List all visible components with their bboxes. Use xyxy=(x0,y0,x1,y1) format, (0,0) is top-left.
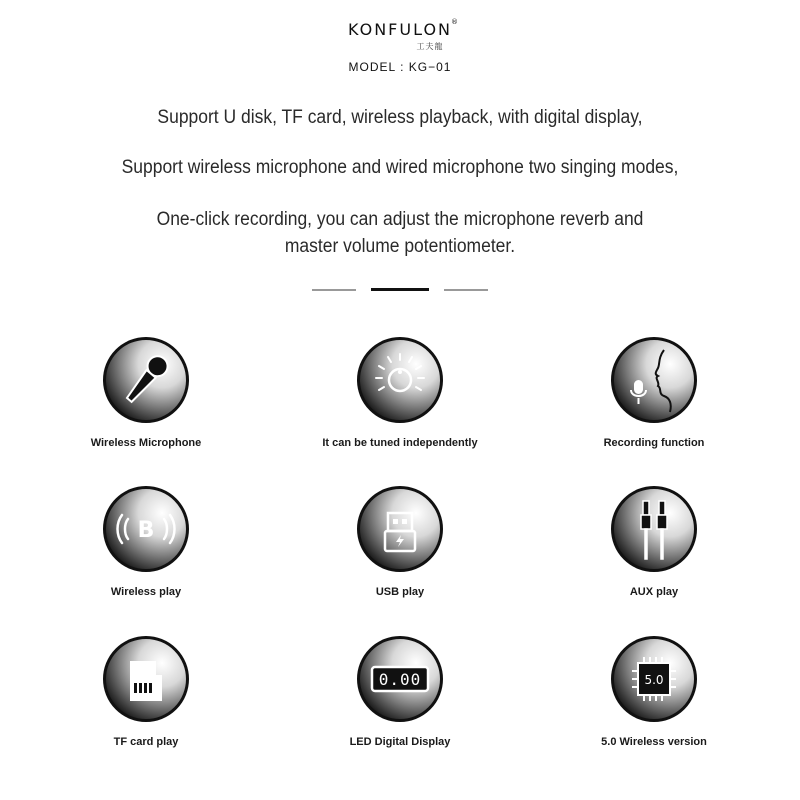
feature-tf-card-play xyxy=(46,636,246,748)
registered-mark: ® xyxy=(451,18,460,26)
feature-recording-function xyxy=(554,337,754,449)
feature-label: AUX play xyxy=(629,586,679,598)
feature-wireless-microphone xyxy=(46,337,246,449)
chip-icon xyxy=(614,639,694,719)
feature-label: 5.0 Wireless version xyxy=(601,736,707,748)
feature-usb-play xyxy=(300,486,500,598)
feature-label: Wireless play xyxy=(110,586,182,598)
feature-icon-circle xyxy=(611,636,697,722)
feature-icon-circle xyxy=(357,337,443,423)
feature-icon-circle xyxy=(103,337,189,423)
svg-text:5.0: 5.0 xyxy=(644,673,664,687)
feature-icon-circle xyxy=(357,486,443,572)
feature-label: Recording function xyxy=(603,437,705,449)
svg-text:0.00: 0.00 xyxy=(378,670,422,689)
usb-icon xyxy=(360,489,440,569)
feature-label: TF card play xyxy=(113,736,179,748)
aux-cable-icon xyxy=(614,489,694,569)
tf-card-icon xyxy=(106,639,186,719)
description-line-3: One-click recording, you can adjust the microphone reverb and master volume potentiometer. xyxy=(156,209,644,257)
brand-chinese-name: 工夫龍 xyxy=(416,42,444,51)
feature-label: LED Digital Display xyxy=(349,736,451,748)
feature-icon-circle xyxy=(103,486,189,572)
model-number: MODEL : KG−01 xyxy=(348,60,452,74)
feature-icon-circle xyxy=(357,636,443,722)
divider-right xyxy=(444,289,488,291)
brand-logo xyxy=(0,20,800,52)
feature-tuned-independently xyxy=(300,337,500,449)
feature-label: USB play xyxy=(375,586,425,598)
led-display-icon xyxy=(360,639,440,719)
description-line-1: Support U disk, TF card, wireless playback, with digital display, xyxy=(157,107,643,128)
feature-icon-circle xyxy=(103,636,189,722)
feature-icon-circle xyxy=(611,337,697,423)
feature-label: It can be tuned independently xyxy=(322,437,478,449)
divider-left xyxy=(312,289,356,291)
feature-icon-circle xyxy=(611,486,697,572)
feature-5-0-wireless-version xyxy=(554,636,754,748)
feature-wireless-play xyxy=(46,486,246,598)
knob-icon xyxy=(360,340,440,420)
brand-name: KONFULON ® xyxy=(348,18,460,39)
feature-led-digital-display xyxy=(300,636,500,748)
voice-record-icon xyxy=(614,340,694,420)
feature-aux-play xyxy=(554,486,754,598)
bluetooth-icon xyxy=(106,489,186,569)
divider-center xyxy=(371,288,429,291)
feature-label: Wireless Microphone xyxy=(90,437,202,449)
microphone-icon xyxy=(106,340,186,420)
description-line-2: Support wireless microphone and wired microphone two singing modes, xyxy=(121,157,679,178)
svg-text:B: B xyxy=(137,518,155,543)
